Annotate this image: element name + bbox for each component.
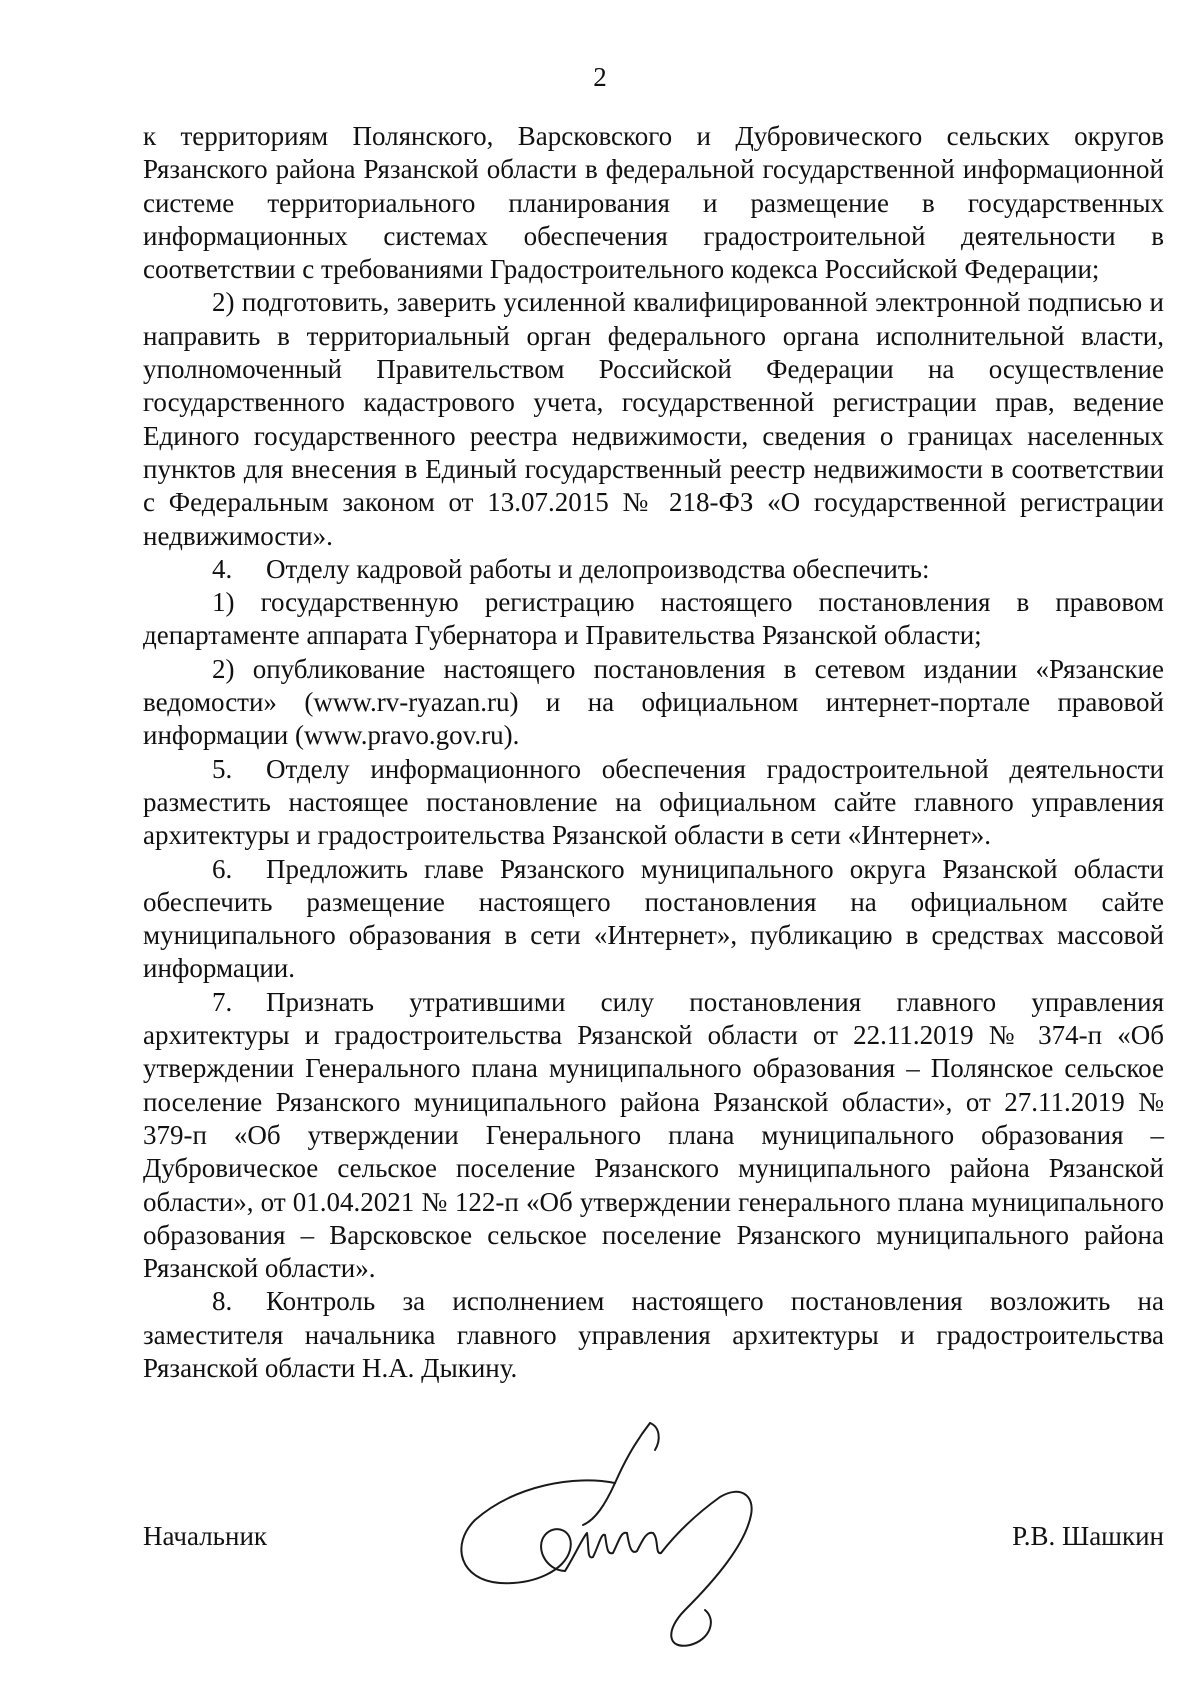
item-number: 5. xyxy=(212,753,233,784)
paragraph-text: 1) государственную регистрацию настоящего постановления в правовом департаменте аппарата Губернатора и Правительства Рязанской области; xyxy=(143,587,1164,651)
handwritten-signature-icon xyxy=(455,1405,775,1665)
item-number: 7. xyxy=(212,986,233,1017)
paragraph-subitem-4-2 xyxy=(143,653,1164,753)
page-number: 2 xyxy=(593,62,607,92)
paragraph-text: 2) опубликование настоящего постановления в сетевом издании «Рязанские ведомости» (www.rv-ryazan.ru) и на официальном интернет-портале правовой информации (www.pravo.gov.ru). xyxy=(143,653,1164,751)
paragraph-item-5 xyxy=(143,753,1164,853)
signatory-name: Р.В. Шашкин xyxy=(1012,1521,1164,1551)
item-number: 8. xyxy=(212,1286,233,1317)
paragraph-item-8 xyxy=(143,1285,1164,1385)
item-number: 4. xyxy=(212,553,233,584)
paragraph-text: к территориям Полянского, Варсковского и Дубровического сельских округов Рязанского района Рязанской области в федеральной государственной информационной системе территориального планирования и размещение в государственных информационных системах обеспечения градостроительной деятельности в соответствии с требованиями Градостроительного кодекса Российской Федерации; xyxy=(143,121,1164,285)
paragraph-subitem-4-1 xyxy=(143,586,1164,653)
paragraph-text: Контроль за исполнением настоящего постановления возложить на заместителя начальника главного управления архитектуры и градостроительства Рязанской области Н.А. Дыкину. xyxy=(143,1286,1164,1383)
paragraph-item-7 xyxy=(143,986,1164,1286)
paragraph-text: Предложить главе Рязанского муниципального округа Рязанской области обеспечить размещение настоящего постановления на официальном сайте муниципального образования в сети «Интернет», публикацию в средствах массовой информации. xyxy=(143,853,1164,984)
item-number: 6. xyxy=(212,853,233,884)
paragraph-text: Отделу информационного обеспечения градостроительной деятельности разместить настоящее постановление на официальном сайте главного управления архитектуры и градостроительства Рязанской области в сети «Интернет». xyxy=(143,753,1164,851)
paragraph-subitem-2 xyxy=(143,286,1164,552)
paragraph-item-6 xyxy=(143,853,1164,986)
paragraph-text: 2) подготовить, заверить усиленной квалифицированной электронной подписью и направить в территориальный орган федерального органа исполнительной власти, уполномоченный Правительством Российской Федерации на осуществление государственного кадастрового учета, государственной регистрации прав, ведение Единого государственного реестра недвижимости, сведения о границах населенных пунктов для внесения в Единый государственный реестр недвижимости в соответствии с Федеральным законом от 13.07.2015 № 218-ФЗ «О государственной регистрации недвижимости». xyxy=(143,287,1164,551)
document-body xyxy=(143,120,1164,1385)
signatory-title: Начальник xyxy=(143,1521,268,1551)
paragraph-text: Признать утратившими силу постановления главного управления архитектуры и градостроительства Рязанской области от 22.11.2019 № 374-п «Об утверждении Генерального плана муниципального образования – Полянское сельское поселение Рязанского муниципального района Рязанской области», от 27.11.2019 № 379-п «Об утверждении Генерального плана муниципального образования – Дубровическое сельское поселение Рязанского муниципального района Рязанской области», от 01.04.2021 № 122-п «Об утверждении генерального плана муниципального образования – Варсковское сельское поселение Рязанского муниципального района Рязанской области». xyxy=(143,986,1164,1284)
paragraph-continuation xyxy=(143,120,1164,286)
paragraph-item-4 xyxy=(143,553,1164,586)
paragraph-text: Отделу кадровой работы и делопроизводства обеспечить: xyxy=(266,553,930,584)
